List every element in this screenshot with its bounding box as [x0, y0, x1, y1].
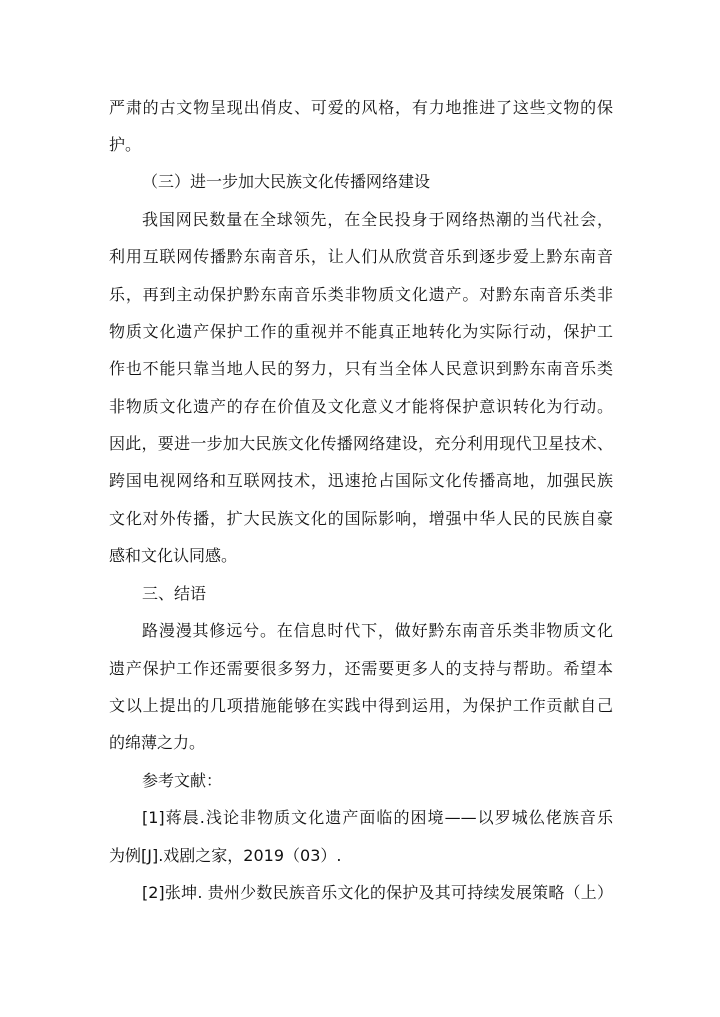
paragraph-line: 物质文化遗产保护工作的重视并不能真正地转化为实际行动，保护工 — [109, 322, 613, 341]
paragraph-line: 的绵薄之力。 — [109, 733, 206, 752]
subsection-heading: （三）进一步加大民族文化传播网络建设 — [142, 172, 431, 191]
paragraph-line: 遗产保护工作还需要很多努力，还需要更多人的支持与帮助。希望本 — [109, 659, 613, 678]
continuation-line-2: 护。 — [109, 135, 142, 154]
paragraph-line: 文以上提出的几项措施能够在实践中得到运用，为保护工作贡献自己 — [109, 696, 613, 715]
paragraph-line: 我国网民数量在全球领先，在全民投身于网络热潮的当代社会， — [142, 210, 613, 229]
conclusion-heading: 三、结语 — [142, 584, 207, 603]
paragraph-line: 作也不能只靠当地人民的努力，只有当全体人民意识到黔东南音乐类 — [109, 359, 613, 378]
paragraph-line: 感和文化认同感。 — [109, 546, 238, 565]
paragraph-line: 利用互联网传播黔东南音乐，让人们从欣赏音乐到逐步爱上黔东南音 — [109, 247, 613, 266]
paragraph-line: 因此，要进一步加大民族文化传播网络建设，充分利用现代卫星技术、 — [109, 434, 613, 453]
paragraph-line: 非物质文化遗产的存在价值及文化意义才能将保护意识转化为行动。 — [109, 397, 613, 416]
paragraph-line: 跨国电视网络和互联网技术，迅速抢占国际文化传播高地，加强民族 — [109, 471, 613, 490]
paragraph-line: 路漫漫其修远兮。在信息时代下，做好黔东南音乐类非物质文化 — [142, 621, 613, 640]
reference-line: [2]张坤. 贵州少数民族音乐文化的保护及其可持续发展策略（上） — [142, 883, 613, 902]
references-heading: 参考文献： — [142, 771, 223, 790]
continuation-line-1: 严肃的古文物呈现出俏皮、可爱的风格，有力地推进了这些文物的保 — [109, 98, 613, 117]
reference-line: [1]蒋晨.浅论非物质文化遗产面临的困境——以罗城仫佬族音乐 — [142, 808, 613, 827]
paragraph-line: 乐，再到主动保护黔东南音乐类非物质文化遗产。对黔东南音乐类非 — [109, 285, 613, 304]
paragraph-line: 文化对外传播，扩大民族文化的国际影响，增强中华人民的民族自豪 — [109, 509, 613, 528]
reference-line: 为例[J].戏剧之家，2019（03）. — [109, 846, 342, 865]
